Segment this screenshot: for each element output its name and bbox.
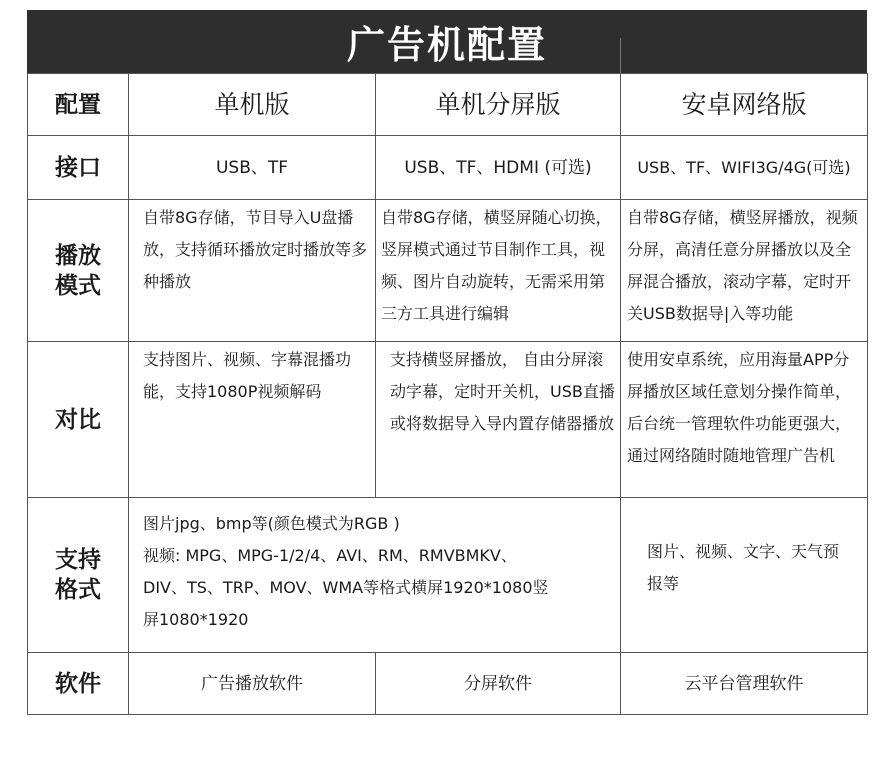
table-row bbox=[28, 498, 868, 653]
row-label-interface: 接口 bbox=[28, 136, 129, 200]
row-label-supported-formats: 支持 格式 bbox=[28, 498, 129, 653]
table-cell: 广告播放软件 bbox=[129, 653, 376, 715]
table-cell-formats bbox=[129, 498, 621, 653]
table-cell: 自带8G存储，节目导入U盘播放，支持循环播放定时播放等多种播放 bbox=[129, 200, 376, 342]
table-cell: 支持图片、视频、字幕混播功能，支持1080P视频解码 bbox=[129, 342, 376, 498]
table-cell: USB、TF bbox=[129, 136, 376, 200]
title-divider bbox=[620, 38, 621, 73]
config-table bbox=[27, 73, 868, 715]
table-cell: 图片、视频、文字、天气预报等 bbox=[621, 498, 868, 653]
column-header-android-network: 安卓网络版 bbox=[621, 74, 868, 136]
table-row bbox=[28, 136, 868, 200]
row-label-comparison: 对比 bbox=[28, 342, 129, 498]
table-cell: 支持横竖屏播放， 自由分屏滚动字幕，定时开关机，USB直播或将数据导入导内置存储器播放 bbox=[376, 342, 621, 498]
table-cell: 分屏软件 bbox=[376, 653, 621, 715]
row-label-playback-mode: 播放 模式 bbox=[28, 200, 129, 342]
header-row-label: 配置 bbox=[28, 74, 129, 136]
table-cell: 自带8G存储，横竖屏播放，视频分屏，高清任意分屏播放以及全屏混合播放，滚动字幕，定时开关USB数据导|入等功能 bbox=[621, 200, 868, 342]
header-row bbox=[28, 74, 868, 136]
column-header-split-screen: 单机分屏版 bbox=[376, 74, 621, 136]
table-cell: 云平台管理软件 bbox=[621, 653, 868, 715]
video-formats-text: 视频: MPG、MPG-1/2/4、AVI、RM、RMVBMKV、DIV、TS、TRP、MOV、WMA等格式横屏1920*1080竖屏1080*1920 bbox=[143, 546, 549, 629]
page-title: 广告机配置 bbox=[346, 23, 547, 67]
table-row bbox=[28, 342, 868, 498]
table-cell: USB、TF、WIFI3G/4G(可选) bbox=[621, 136, 868, 200]
column-header-standalone: 单机版 bbox=[129, 74, 376, 136]
config-sheet bbox=[27, 10, 867, 715]
table-row bbox=[28, 200, 868, 342]
row-label-software: 软件 bbox=[28, 653, 129, 715]
table-cell: 自带8G存储，横竖屏随心切换，竖屏模式通过节目制作工具，视频、图片自动旋转，无需采用第三方工具进行编辑 bbox=[376, 200, 621, 342]
table-row bbox=[28, 653, 868, 715]
table-cell: 使用安卓系统，应用海量APP分屏播放区域任意划分操作简单，后台统一管理软件功能更强大，通过网络随时随地管理广告机 bbox=[621, 342, 868, 498]
table-cell: USB、TF、HDMI (可选) bbox=[376, 136, 621, 200]
image-formats-text: 图片jpg、bmp等(颜色模式为RGB ) bbox=[143, 514, 400, 533]
page-title-bar bbox=[27, 10, 867, 73]
